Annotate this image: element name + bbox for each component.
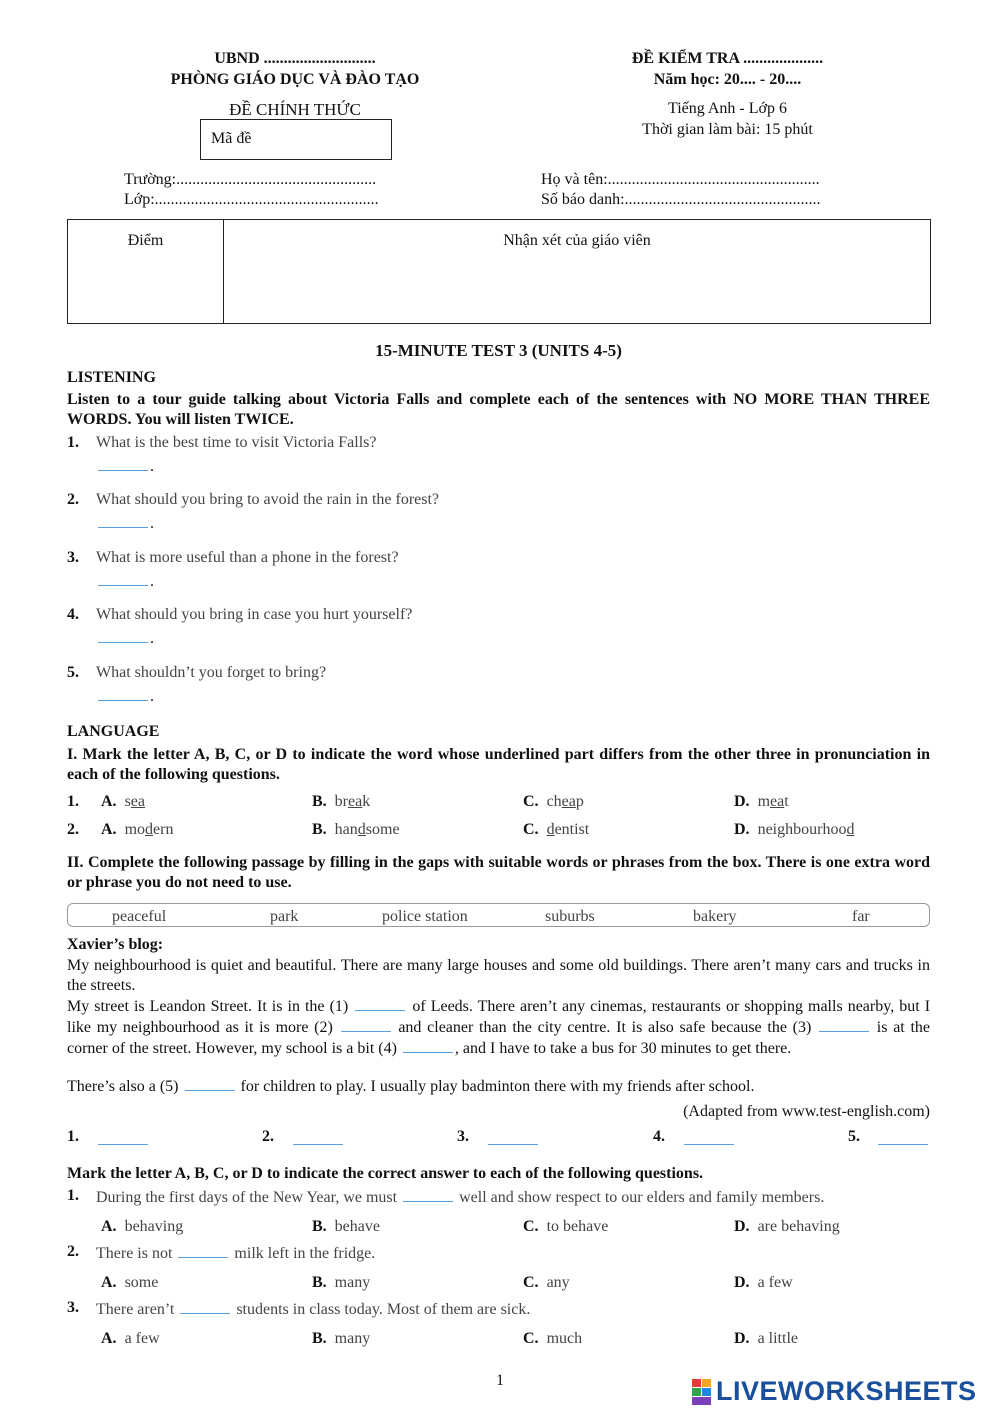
part3-instruction: Mark the letter A, B, C, or D to indicate the correct answer to each of the following questions. <box>67 1165 704 1182</box>
answer-number: 3. <box>457 1128 469 1145</box>
class-field: Lớp:........................................................ <box>124 191 379 208</box>
header-left-line2: PHÒNG GIÁO DỤC VÀ ĐÀO TẠO <box>170 71 420 88</box>
word-box-item: far <box>852 908 870 925</box>
option-c[interactable]: C. dentist <box>523 821 590 838</box>
brand-logo[interactable] <box>692 1376 977 1406</box>
gap-2[interactable] <box>341 1017 391 1032</box>
answer-line[interactable]: . <box>96 628 154 648</box>
exam-code-box <box>200 119 392 160</box>
mc-question: During the first days of the New Year, we must well and show respect to our elders and family members. <box>96 1189 825 1206</box>
blog-paragraph-3: There’s also a (5) for children to play. I usually play badminton there with my friends after school. <box>67 1078 755 1095</box>
header-right-line2: Năm học: 20.... - 20.... <box>653 71 802 88</box>
listening-question: What is the best time to visit Victoria Falls? <box>96 434 377 451</box>
listening-heading: LISTENING <box>67 369 156 386</box>
option-a[interactable]: A. a few <box>101 1330 160 1347</box>
mc-question: There is not milk left in the fridge. <box>96 1245 376 1262</box>
option-c[interactable]: C. much <box>523 1330 583 1347</box>
header-right-line1: ĐỀ KIỂM TRA .................... <box>631 50 824 67</box>
question-number: 2. <box>67 1243 79 1260</box>
id-field: Số báo danh:................................................. <box>541 191 821 208</box>
question-number: 2. <box>67 821 79 838</box>
listening-instruction: Listen to a tour guide talking about Victoria Falls and complete each of the sentences with NO MORE THAN THREE WORDS. You will listen TWICE. <box>67 391 930 428</box>
word-box-item: peaceful <box>112 908 167 925</box>
option-b[interactable]: B. many <box>312 1274 371 1291</box>
answer-line[interactable]: . <box>96 456 154 476</box>
subject-label: Tiếng Anh - Lớp 6 <box>668 100 787 117</box>
answer-field[interactable] <box>876 1130 930 1150</box>
option-a[interactable]: A. behaving <box>101 1218 184 1235</box>
answer-field[interactable] <box>486 1130 540 1150</box>
official-label: ĐỀ CHÍNH THỨC <box>229 100 361 119</box>
score-label: Điểm <box>127 232 164 249</box>
option-a[interactable]: A. modern <box>101 821 174 838</box>
listening-question: What shouldn’t you forget to bring? <box>96 664 327 681</box>
option-d[interactable]: D. a few <box>734 1274 793 1291</box>
answer-field[interactable] <box>291 1130 345 1150</box>
answer-number: 1. <box>67 1128 79 1145</box>
question-number: 3. <box>67 549 79 566</box>
option-a[interactable]: A. sea <box>101 793 145 810</box>
school-field: Trường:.................................................. <box>124 171 377 188</box>
answer-number: 4. <box>653 1128 665 1145</box>
question-number: 3. <box>67 1299 79 1316</box>
word-box-item: police station <box>382 908 468 925</box>
gap-1[interactable] <box>355 996 405 1011</box>
word-box-item: park <box>270 908 299 925</box>
option-d[interactable]: D. a little <box>734 1330 798 1347</box>
word-box-item: bakery <box>693 908 737 925</box>
name-field: Họ và tên:..................................................... <box>541 171 820 188</box>
word-box <box>67 903 930 927</box>
time-label: Thời gian làm bài: 15 phút <box>642 121 813 138</box>
option-b[interactable]: B. many <box>312 1330 371 1347</box>
answer-field[interactable] <box>96 1130 150 1150</box>
word-box-item: suburbs <box>545 908 595 925</box>
grade-table <box>67 219 931 324</box>
answer-line[interactable]: . <box>96 513 154 533</box>
option-b[interactable]: B. handsome <box>312 821 400 838</box>
question-number: 5. <box>67 664 79 681</box>
question-number: 1. <box>67 434 79 451</box>
gap-3[interactable] <box>819 1017 869 1032</box>
part2-instruction: II. Complete the following passage by filling in the gaps with suitable words or phrases from the box. There is one extra word or phrase you do not need to use. <box>67 854 930 891</box>
page-number: 1 <box>496 1372 504 1389</box>
gap-5[interactable] <box>185 1076 235 1091</box>
answer-line[interactable]: . <box>96 571 154 591</box>
answer-line[interactable]: . <box>96 686 154 706</box>
liveworksheets-icon <box>692 1379 712 1405</box>
option-d[interactable]: D. neighbourhood <box>734 821 855 838</box>
answer-field[interactable] <box>682 1130 736 1150</box>
comment-label: Nhận xét của giáo viên <box>503 232 651 249</box>
blog-paragraph-1: My neighbourhood is quiet and beautiful. There are many large houses and some old buildings. There aren’t many cars and trucks in the streets. <box>67 957 930 994</box>
option-d[interactable]: D. are behaving <box>734 1218 840 1235</box>
page-title: 15-MINUTE TEST 3 (UNITS 4-5) <box>375 341 622 360</box>
listening-question: What is more useful than a phone in the forest? <box>96 549 399 566</box>
language-heading: LANGUAGE <box>67 723 160 740</box>
option-b[interactable]: B. behave <box>312 1218 380 1235</box>
header-left-line1: UBND ............................ <box>214 50 376 67</box>
question-number: 1. <box>67 1187 79 1204</box>
answer-number: 5. <box>848 1128 860 1145</box>
option-c[interactable]: C. any <box>523 1274 570 1291</box>
answer-number: 2. <box>262 1128 274 1145</box>
option-c[interactable]: C. cheap <box>523 793 584 810</box>
blog-paragraph-2: My street is Leandon Street. It is in the (1) of Leeds. There aren’t any cinemas, restaurants or shopping malls nearby, but I like my neighbourhood as it is more (2) and cleaner than the city centre. It is also safe because the (3) is at the corner of the street. However, my school is a bit (4) , and I have to take a bus for 30 minutes to get there. <box>67 998 931 1057</box>
listening-question: What should you bring in case you hurt yourself? <box>96 606 413 623</box>
exam-code-label: Mã đề <box>211 130 252 147</box>
part1-instruction: I. Mark the letter A, B, C, or D to indicate the word whose underlined part differs from the other three in pronunciation in each of the following questions. <box>67 746 930 783</box>
option-a[interactable]: A. some <box>101 1274 159 1291</box>
gap-4[interactable] <box>403 1038 453 1053</box>
question-number: 1. <box>67 793 79 810</box>
question-number: 4. <box>67 606 79 623</box>
brand-name: LIVEWORKSHEETS <box>716 1376 977 1406</box>
question-number: 2. <box>67 491 79 508</box>
listening-question: What should you bring to avoid the rain in the forest? <box>96 491 440 508</box>
option-b[interactable]: B. break <box>312 793 371 810</box>
blog-title: Xavier’s blog: <box>67 936 164 953</box>
option-c[interactable]: C. to behave <box>523 1218 609 1235</box>
mc-question: There aren’t students in class today. Most of them are sick. <box>96 1301 531 1318</box>
option-d[interactable]: D. meat <box>734 793 789 810</box>
source-note: (Adapted from www.test-english.com) <box>683 1103 930 1120</box>
